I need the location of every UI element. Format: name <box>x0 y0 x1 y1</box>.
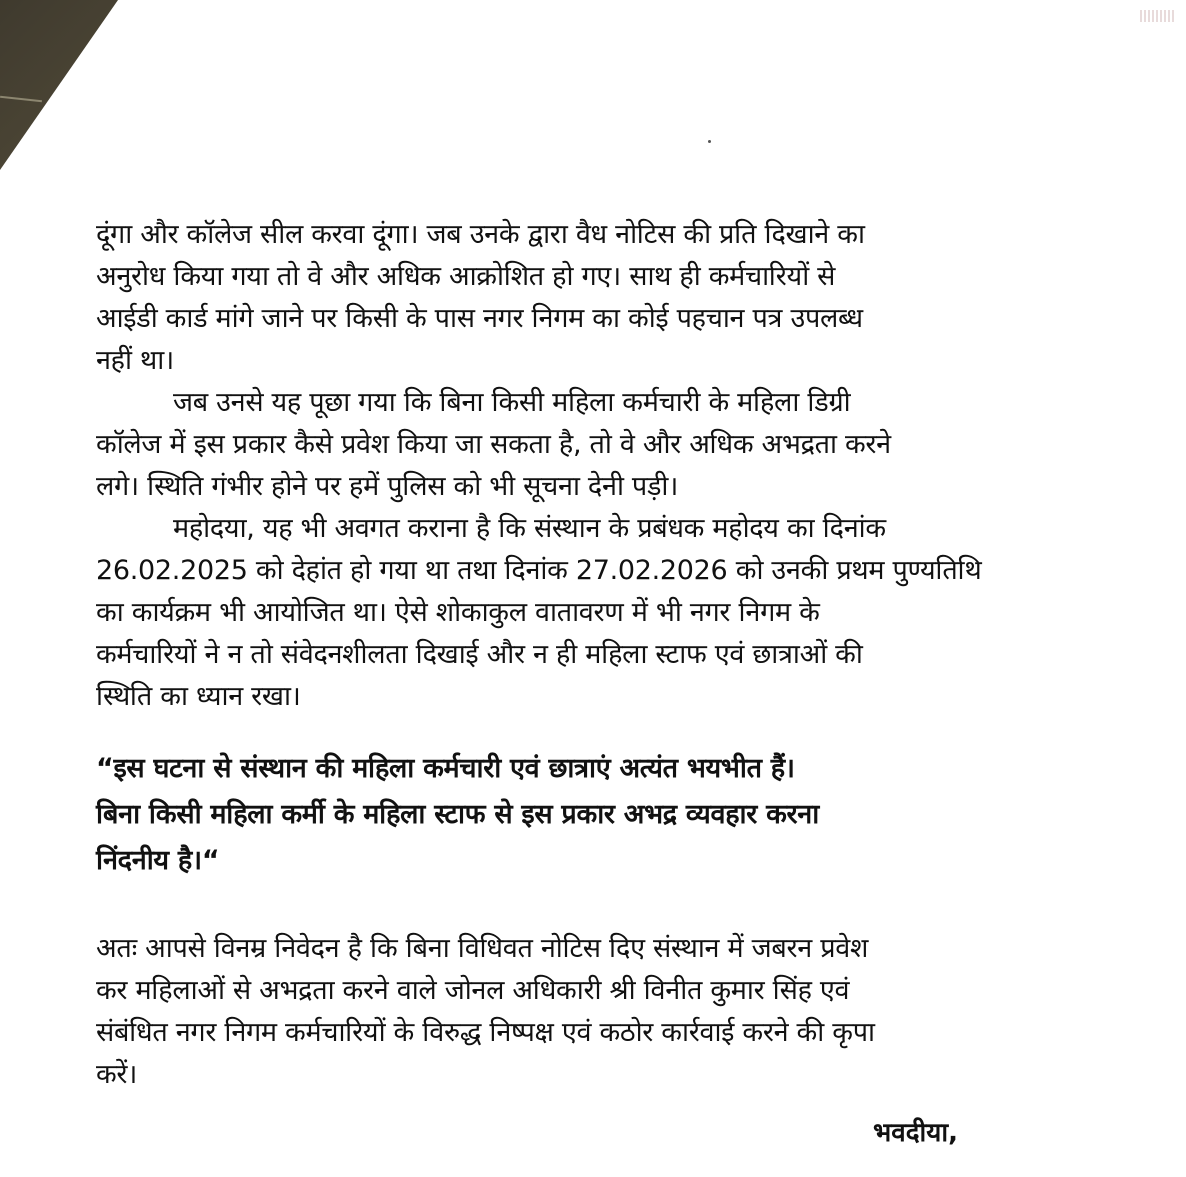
text-line: आईडी कार्ड मांगे जाने पर किसी के पास नगर निगम का कोई पहचान पत्र उपलब्ध <box>96 303 863 334</box>
text-line: “इस घटना से संस्थान की महिला कर्मचारी एवं छात्राएं अत्यंत भयभीत हैं। <box>96 753 795 784</box>
text-line: जब उनसे यह पूछा गया कि बिना किसी महिला कर्मचारी के महिला डिग्री <box>173 387 851 418</box>
faint-print-mark <box>1140 10 1176 22</box>
letter-body <box>96 214 1046 1096</box>
text-line: नहीं था। <box>96 345 174 376</box>
text-line: अनुरोध किया गया तो वे और अधिक आक्रोशित हो गए। साथ ही कर्मचारियों से <box>96 261 836 292</box>
request-paragraph <box>96 928 1046 1096</box>
text-line: कर्मचारियों ने न तो संवेदनशीलता दिखाई और न ही महिला स्टाफ एवं छात्राओं की <box>96 639 863 670</box>
text-line: करें। <box>96 1059 138 1090</box>
text-line: स्थिति का ध्यान रखा। <box>96 681 301 712</box>
paragraph-1 <box>96 214 1046 382</box>
text-line: का कार्यक्रम भी आयोजित था। ऐसे शोकाकुल वातावरण में भी नगर निगम के <box>96 597 820 628</box>
speck <box>708 140 711 143</box>
text-line: बिना किसी महिला कर्मी के महिला स्टाफ से इस प्रकार अभद्र व्यवहार करना <box>96 799 819 830</box>
text-line: महोदया, यह भी अवगत कराना है कि संस्थान के प्रबंधक महोदय का दिनांक <box>173 513 886 544</box>
text-line: दूंगा और कॉलेज सील करवा दूंगा। जब उनके द्वारा वैध नोटिस की प्रति दिखाने का <box>96 219 865 250</box>
text-line: 26.02.2025 को देहांत हो गया था तथा दिनांक 27.02.2026 को उनकी प्रथम पुण्यतिथि <box>96 555 982 586</box>
signoff: भवदीया, <box>873 1118 958 1148</box>
bold-quote <box>96 746 1046 884</box>
text-line: संबंधित नगर निगम कर्मचारियों के विरुद्ध निष्पक्ष एवं कठोर कार्रवाई करने की कृपा <box>96 1017 875 1048</box>
text-line: कर महिलाओं से अभद्रता करने वाले जोनल अधिकारी श्री विनीत कुमार सिंह एवं <box>96 975 850 1006</box>
text-line: कॉलेज में इस प्रकार कैसे प्रवेश किया जा सकता है, तो वे और अधिक अभद्रता करने <box>96 429 891 460</box>
text-line: निंदनीय है।“ <box>96 845 220 876</box>
photo-background-corner <box>0 0 120 170</box>
paragraph-2 <box>96 382 1046 508</box>
text-line: लगे। स्थिति गंभीर होने पर हमें पुलिस को भी सूचना देनी पड़ी। <box>96 471 679 502</box>
paragraph-3 <box>96 508 1046 718</box>
text-line: अतः आपसे विनम्र निवेदन है कि बिना विधिवत नोटिस दिए संस्थान में जबरन प्रवेश <box>96 933 869 964</box>
